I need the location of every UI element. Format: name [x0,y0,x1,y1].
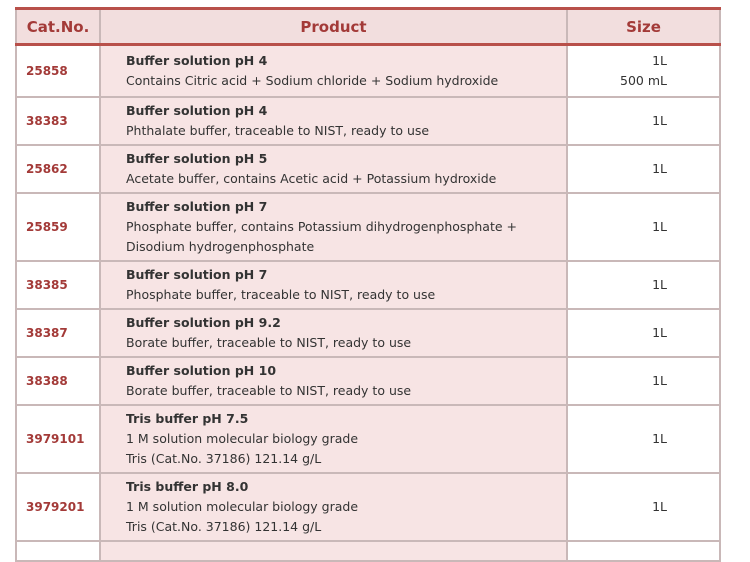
product-description: Contains Citric acid + Sodium chloride + Sodium hydroxide [126,72,499,88]
product-description: Tris (Cat.No. 37186) 121.14 g/L [126,450,322,466]
size-value: 1L [652,218,667,234]
table-row [16,145,720,193]
product-name: Buffer solution pH 4 [126,52,268,68]
table-row [16,405,720,473]
cat-no-link[interactable]: 38387 [16,309,100,357]
cat-no-link[interactable]: 38385 [16,261,100,309]
cat-no-link[interactable]: 38388 [16,357,100,405]
cat-no-link[interactable]: 25858 [16,45,100,97]
product-cell [100,45,567,97]
product-cell [100,261,567,309]
cat-no-link[interactable] [16,541,100,561]
table-body [16,45,720,561]
product-description: Phosphate buffer, contains Potassium dihydrogenphosphate + [126,218,517,234]
size-value: 1L [652,52,667,68]
product-name: Buffer solution pH 5 [126,150,268,166]
product-description: Tris (Cat.No. 37186) 121.14 g/L [126,518,322,534]
size-cell [567,541,720,561]
product-name: Buffer solution pH 9.2 [126,314,281,330]
product-description: Disodium hydrogenphosphate [126,238,315,254]
product-name: Buffer solution pH 10 [126,362,277,378]
size-value: 1L [652,160,667,176]
product-name: Buffer solution pH 7 [126,198,268,214]
table-row [16,473,720,541]
size-cell [567,193,720,261]
product-description: Phthalate buffer, traceable to NIST, ready to use [126,122,430,138]
size-value: 1L [652,372,667,388]
size-value: 500 mL [620,72,667,88]
cat-no-link[interactable]: 38383 [16,97,100,145]
size-value: 1L [652,324,667,340]
product-description: Borate buffer, traceable to NIST, ready to use [126,382,412,398]
size-cell [567,357,720,405]
product-name: Tris buffer pH 7.5 [126,410,249,426]
product-cell [100,405,567,473]
product-table [15,7,721,562]
size-cell [567,309,720,357]
size-cell [567,45,720,97]
table-row [16,357,720,405]
header-product[interactable]: Product [100,9,567,45]
product-name: Buffer solution pH 4 [126,102,268,118]
product-description: Borate buffer, traceable to NIST, ready to use [126,334,412,350]
product-name: Buffer solution pH 7 [126,266,268,282]
product-cell [100,145,567,193]
size-cell [567,405,720,473]
size-cell [567,145,720,193]
product-description: Acetate buffer, contains Acetic acid + Potassium hydroxide [126,170,497,186]
header-cat-no[interactable]: Cat.No. [16,9,100,45]
product-description: 1 M solution molecular biology grade [126,498,359,514]
product-cell [100,97,567,145]
product-cell [100,541,567,561]
product-cell [100,193,567,261]
product-description: 1 M solution molecular biology grade [126,430,359,446]
cat-no-link[interactable]: 25859 [16,193,100,261]
size-value: 1L [652,276,667,292]
header-size[interactable]: Size [567,9,720,45]
table-row [16,261,720,309]
product-table-container [15,7,719,534]
size-value: 1L [652,498,667,514]
size-value: 1L [652,112,667,128]
cat-no-link[interactable]: 25862 [16,145,100,193]
table-row [16,193,720,261]
table-row [16,541,720,561]
size-value: 1L [652,430,667,446]
table-header-row [16,9,720,45]
table-row [16,309,720,357]
cat-no-link[interactable]: 3979101 [16,405,100,473]
size-cell [567,473,720,541]
product-name: Tris buffer pH 8.0 [126,478,249,494]
product-cell [100,357,567,405]
table-row [16,97,720,145]
cat-no-link[interactable]: 3979201 [16,473,100,541]
product-description: Phosphate buffer, traceable to NIST, ready to use [126,286,436,302]
product-cell [100,309,567,357]
table-row [16,45,720,97]
size-cell [567,261,720,309]
product-cell [100,473,567,541]
size-cell [567,97,720,145]
